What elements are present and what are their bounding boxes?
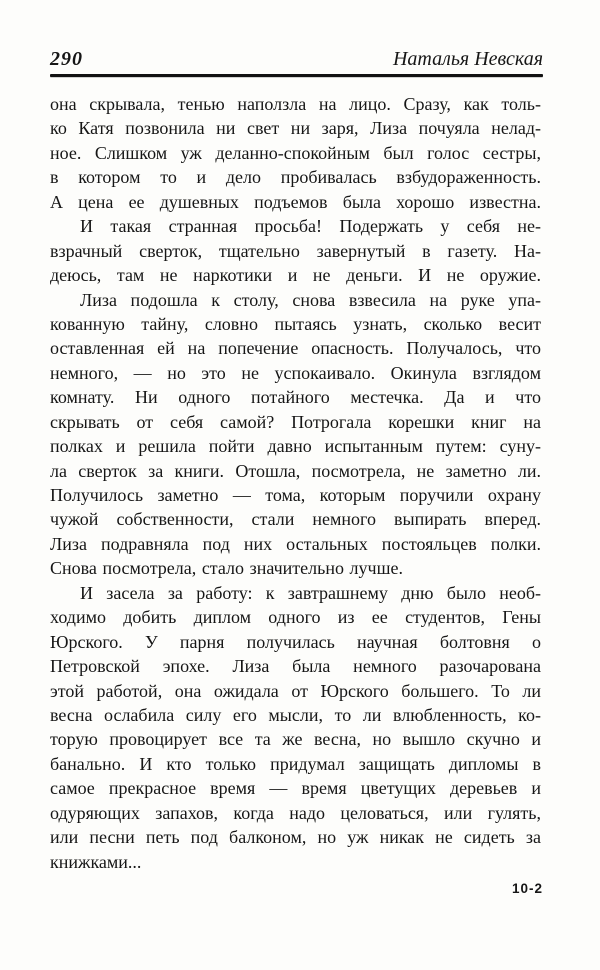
text-line: книжками... bbox=[50, 851, 142, 872]
printer-signature-mark: 10-2 bbox=[511, 881, 543, 896]
text-line: ное. Слишком уж деланно-спокойным был голос сестры, bbox=[50, 142, 541, 163]
text-line: ко Катя позвонила ни свет ни заря, Лиза почуяла нелад- bbox=[50, 118, 541, 139]
text-line: самое прекрасное время — время цветущих деревьев и bbox=[50, 778, 541, 799]
text-line: торую провоцирует все та же весна, но вышло скучно и bbox=[50, 729, 541, 750]
text-line: оставленная ей на попечение опасность. Получалось, что bbox=[50, 338, 541, 359]
text-line: взрачный сверток, тщательно завернутый в газету. На- bbox=[50, 240, 541, 261]
text-line: ла сверток за книги. Отошла, посмотрела, не заметно ли. bbox=[50, 460, 541, 481]
text-line: кованную тайну, словно пытаясь узнать, сколько весит bbox=[50, 313, 541, 334]
text-line: И такая странная просьба! Подержать у себя не- bbox=[80, 216, 541, 237]
paragraph bbox=[50, 288, 541, 581]
text-line: или песни петь под балконом, но уж никак не сидеть за bbox=[50, 827, 541, 848]
text-line: ходимо добить диплом одного из ее студентов, Гены bbox=[50, 607, 541, 628]
text-line: Лиза подошла к столу, снова взвесила на руке упа- bbox=[80, 289, 541, 310]
page-body bbox=[50, 92, 541, 874]
text-line: немного, — но это не успокаивало. Окинула взглядом bbox=[50, 362, 541, 383]
text-line: Получилось заметно — тома, которым поручили охрану bbox=[50, 485, 541, 505]
text-line: этой работой, она ожидала от Юрского большего. То ли bbox=[50, 680, 541, 701]
text-line: Снова посмотрела, стало значительно лучше. bbox=[50, 558, 403, 579]
text-line: в котором то и дело пробивалась взбудораженность. bbox=[50, 167, 541, 188]
text-line: полках и решила пойти давно испытанным путем: суну- bbox=[50, 436, 541, 457]
text-line: скрывать от себя самой? Потрогала корешки книг на bbox=[50, 411, 541, 432]
text-line: деюсь, там не наркотики и не деньги. И не оружие. bbox=[50, 265, 541, 286]
running-head-author: Наталья Невская bbox=[392, 48, 543, 70]
text-line: Юрского. У парня получилась научная болтовня о bbox=[50, 631, 541, 652]
text-line: Петровской эпохе. Лиза была немного разочарована bbox=[50, 656, 541, 677]
page-number: 290 bbox=[50, 48, 83, 70]
text-line: она скрывала, тенью наползла на лицо. Сразу, как толь- bbox=[50, 94, 541, 114]
page-header bbox=[50, 46, 543, 74]
text-line: чужой собственности, стали немного выпирать вперед. bbox=[50, 509, 541, 530]
text-line: Лиза подравняла под них остальных постояльцев полки. bbox=[50, 533, 541, 554]
paragraph bbox=[50, 214, 541, 287]
text-line: одуряющих запахов, когда надо целоваться, или гулять, bbox=[50, 802, 541, 823]
paragraph bbox=[50, 581, 541, 874]
text-line: весна ослабила силу его мысли, то ли влюбленность, ко- bbox=[50, 704, 541, 725]
text-line: комнату. Ни одного потайного местечка. Да и что bbox=[50, 387, 541, 408]
header-rule bbox=[50, 74, 543, 77]
text-line: банально. И кто только придумал защищать дипломы в bbox=[50, 753, 541, 774]
paragraph bbox=[50, 92, 541, 214]
text-line: И засела за работу: к завтрашнему дню было необ- bbox=[80, 582, 541, 603]
page-footer bbox=[50, 880, 543, 898]
text-line: А цена ее душевных подъемов была хорошо известна. bbox=[50, 191, 541, 212]
